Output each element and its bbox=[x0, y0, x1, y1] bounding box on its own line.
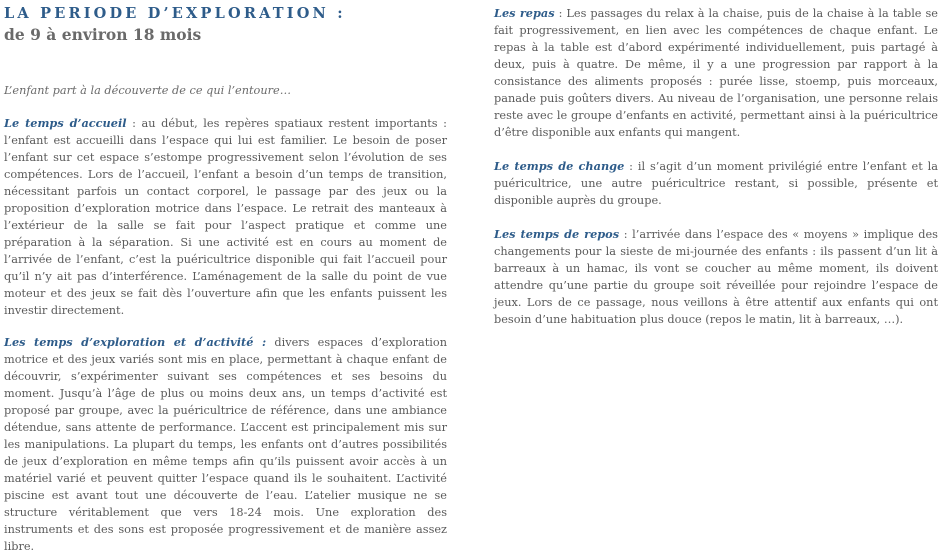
section-exploration bbox=[4, 334, 447, 555]
section-accueil-body: : au début, les repères spatiaux restent importants : l’enfant est accueilli dans l’espace qui lui est familier. Le besoin de poser l’enfant sur cet espace s’estompe progressivement selon l’évolution de ses compétences. Lors de l’accueil, l’enfant a besoin d’un temps de transition, nécessitant parfois un contact corporel, le passage par des jeux ou la proposition d’exploration motrice dans l’espace. Le retrait des manteaux à l’extérieur de la salle se fait pour l’aspect pratique et comme une préparation à la séparation. Si une activité est en cours au moment de l’arrivée de l’enfant, c’est la puéricultrice disponible qui fait l’accueil pour qu’il n’y ait pas d’interférence. L’aménagement de la salle du point de vue moteur et des jeux se fait dès l’ouverture afin que les enfants puissent les investir directement. bbox=[4, 117, 447, 317]
section-accueil bbox=[4, 115, 447, 319]
section-change-heading: Le temps de change bbox=[494, 159, 625, 173]
right-column bbox=[494, 0, 938, 328]
intro-text: L’enfant part à la découverte de ce qui l’entoure… bbox=[4, 84, 292, 97]
section-change bbox=[494, 158, 938, 209]
left-column bbox=[4, 0, 447, 555]
section-repos bbox=[494, 226, 938, 328]
section-repos-heading: Les temps de repos bbox=[494, 227, 620, 241]
section-exploration-heading: Les temps d’exploration et d’activité : bbox=[4, 335, 267, 349]
page-subtitle: de 9 à environ 18 mois bbox=[4, 25, 202, 44]
section-repas-heading: Les repas bbox=[494, 6, 555, 20]
section-repas-body: : Les passages du relax à la chaise, puis de la chaise à la table se fait progressivement, en lien avec les compétences de chaque enfant. Le repas à la table est d’abord expérimenté individuellement, puis partagé à deux, puis à quatre. De même, il y a une progression par rapport à la consistance des aliments proposés : purée lisse, stoemp, puis morceaux, panade puis goûters divers. Au niveau de l’organisation, une personne relais reste avec le groupe d’enfants en activité, permettant ainsi à la puéricultrice d’être disponible aux enfants qui mangent. bbox=[494, 7, 938, 139]
section-change-body: : il s’agit d’un moment privilégié entre l’enfant et la puéricultrice, une autre puéricultrice restant, si possible, présente et disponible auprès du groupe. bbox=[494, 160, 938, 207]
page-title: LA PERIODE D’EXPLORATION : bbox=[4, 5, 346, 22]
section-repas bbox=[494, 5, 938, 141]
section-exploration-body: divers espaces d’exploration motrice et des jeux variés sont mis en place, permettant à chaque enfant de découvrir, s’expérimenter suivant ses compétences et ses besoins du moment. Jusqu’à l’âge de plus ou moins deux ans, un temps d’activité est proposé par groupe, avec la puéricultrice de référence, dans une ambiance détendue, sans attente de performance. L’accent est principalement mis sur les manipulations. La plupart du temps, les enfants ont d’autres possibilités de jeux d’exploration en même temps afin qu’ils puissent avoir accès à un matériel varié et peuvent quitter l’espace quand ils le souhaitent. L’activité piscine est avant tout une découverte de l’eau. L’atelier musique ne se structure véritablement que vers 18-24 mois. Une exploration des instruments et des sons est proposée progressivement et de manière assez libre. bbox=[4, 336, 447, 553]
section-repos-body: : l’arrivée dans l’espace des « moyens » implique des changements pour la sieste de mi-journée des enfants : ils passent d’un lit à barreaux à un hamac, ils vont se coucher au même moment, ils doivent attendre qu’une partie du groupe soit réveillée pour rejoindre l’espace de jeux. Lors de ce passage, nous veillons à être attentif aux enfants qui ont besoin d’une habituation plus douce (repos le matin, lit à barreaux, …). bbox=[494, 228, 938, 326]
section-accueil-heading: Le temps d’accueil bbox=[4, 116, 127, 130]
